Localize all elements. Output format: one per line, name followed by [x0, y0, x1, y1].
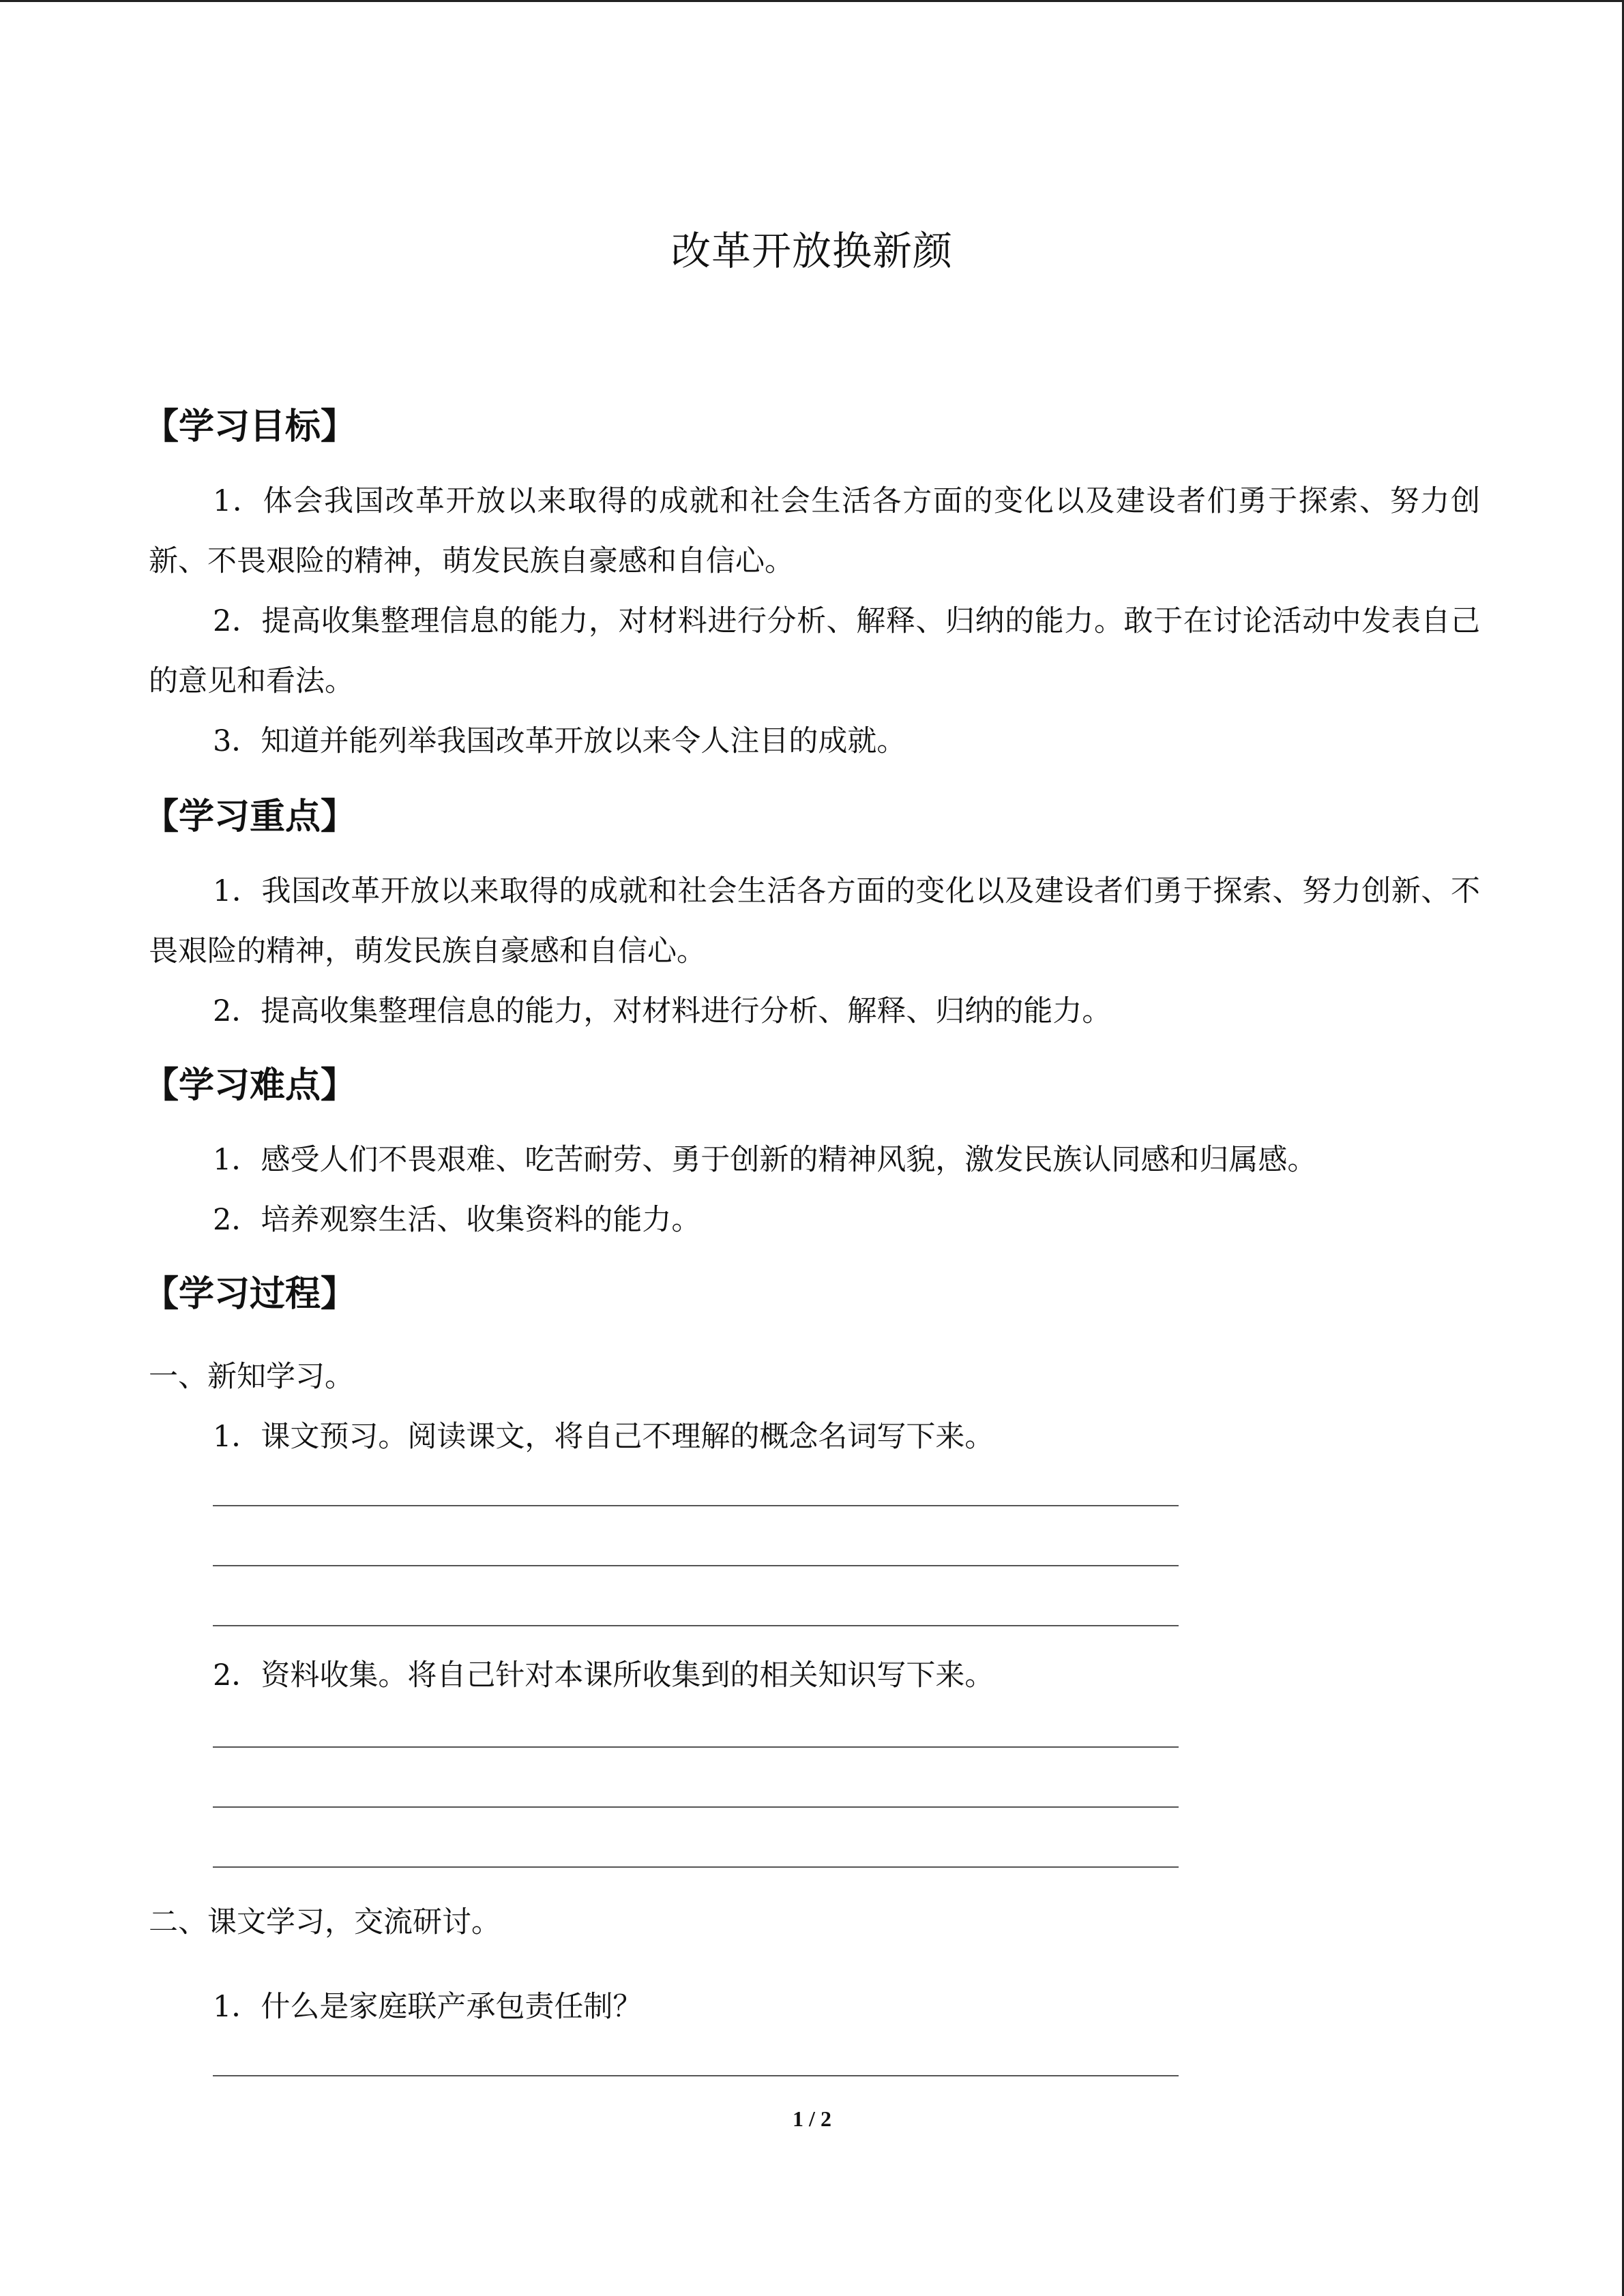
part1-title: 一、新知学习。 [149, 1360, 354, 1394]
part1-question-2: 2．资料收集。将自己针对本课所收集到的相关知识写下来。 [213, 1658, 994, 1693]
key-point-item-1: 1．我国改革开放以来取得的成就和社会生活各方面的变化以及建设者们勇于探索、努力创新、不畏艰险的精神，萌发民族自豪感和自信心。 [149, 874, 1480, 968]
answer-line[interactable] [213, 1866, 1179, 1868]
answer-line[interactable] [213, 1625, 1179, 1626]
answer-line[interactable] [213, 2075, 1179, 2076]
page-number: 1 / 2 [793, 2106, 831, 2131]
answer-line[interactable] [213, 1746, 1179, 1748]
goal-item-3: 3．知道并能列举我国改革开放以来令人注目的成就。 [213, 724, 906, 758]
goal-item-2: 2．提高收集整理信息的能力，对材料进行分析、解释、归纳的能力。敢于在讨论活动中发表自己的意见和看法。 [149, 604, 1480, 698]
answer-line[interactable] [213, 1806, 1179, 1808]
answer-line[interactable] [213, 1565, 1179, 1566]
page-title: 改革开放换新颜 [670, 228, 953, 274]
process-heading: 【学习过程】 [143, 1274, 357, 1315]
key-points-heading: 【学习重点】 [143, 796, 357, 837]
difficulty-item-2: 2．培养观察生活、收集资料的能力。 [213, 1203, 701, 1237]
goal-item-1: 1．体会我国改革开放以来取得的成就和社会生活各方面的变化以及建设者们勇于探索、努力创新、不畏艰险的精神，萌发民族自豪感和自信心。 [149, 484, 1480, 578]
difficulty-item-1: 1．感受人们不畏艰难、吃苦耐劳、勇于创新的精神风貌，激发民族认同感和归属感。 [213, 1143, 1317, 1177]
answer-line[interactable] [213, 1505, 1179, 1506]
key-point-item-2: 2．提高收集整理信息的能力，对材料进行分析、解释、归纳的能力。 [213, 994, 1112, 1028]
goals-heading: 【学习目标】 [143, 406, 357, 447]
part1-question-1: 1．课文预习。阅读课文，将自己不理解的概念名词写下来。 [213, 1420, 994, 1454]
part2-question-1: 1．什么是家庭联产承包责任制？ [213, 1990, 643, 2024]
difficulties-heading: 【学习难点】 [143, 1065, 357, 1106]
part2-title: 二、课文学习，交流研讨。 [149, 1905, 501, 1939]
